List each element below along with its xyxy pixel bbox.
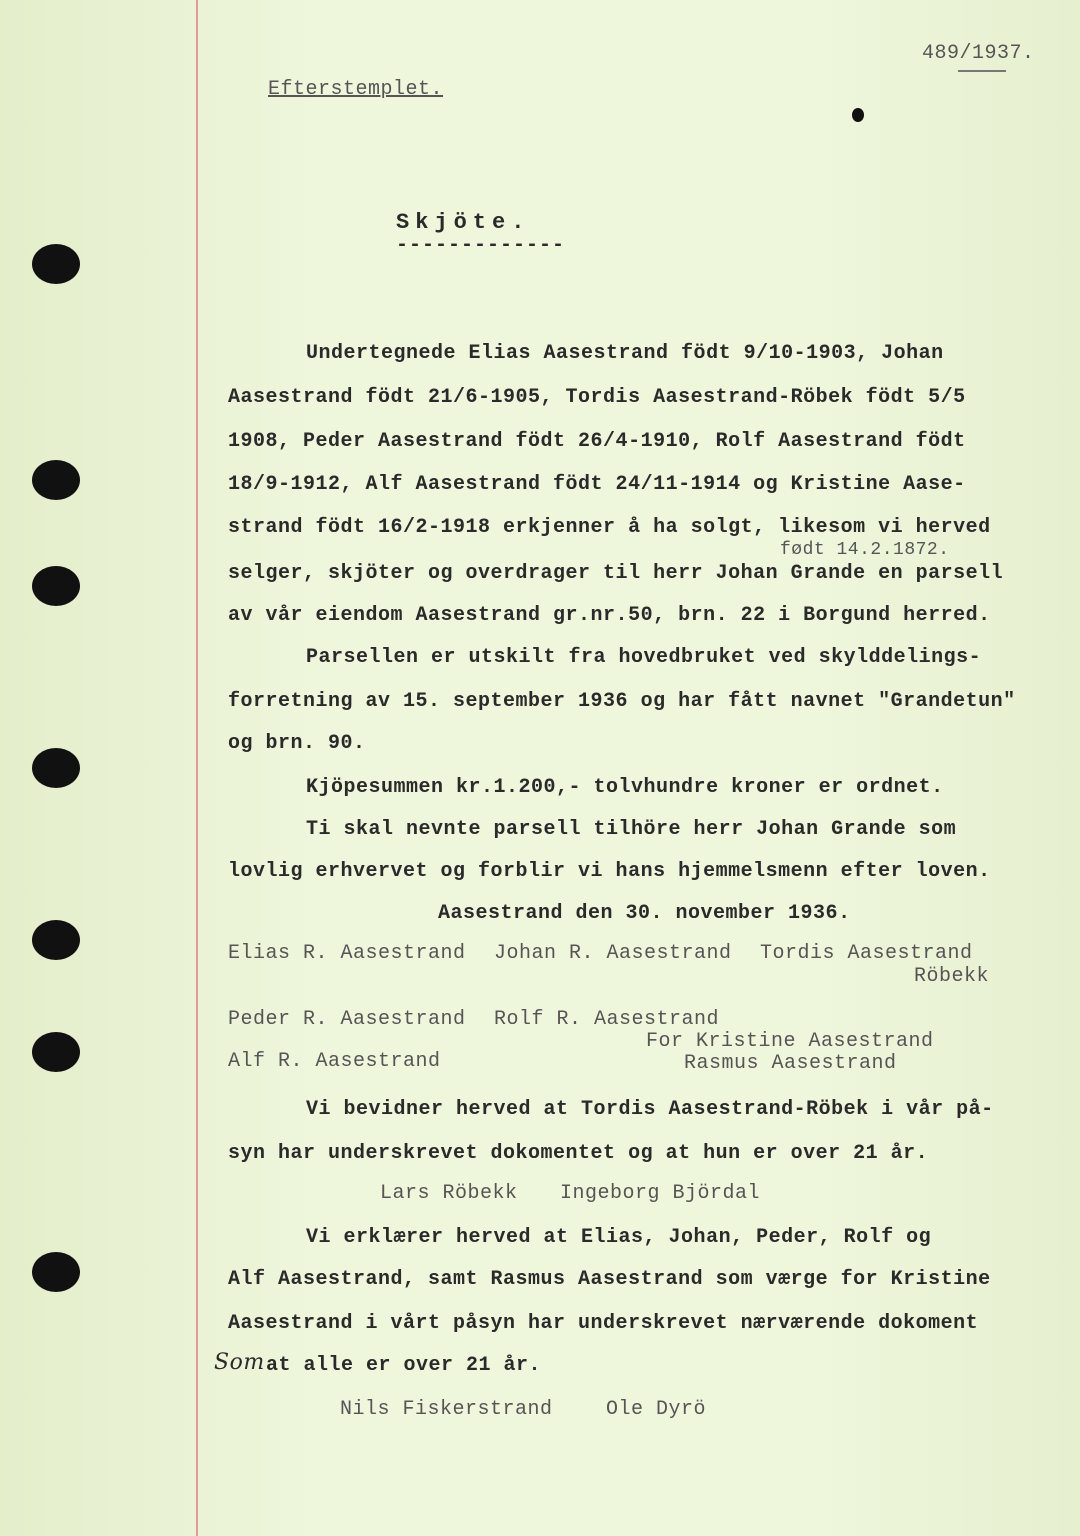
ink-dot bbox=[852, 108, 864, 122]
punch-hole bbox=[32, 566, 80, 606]
body-line: strand födt 16/2-1918 erkjenner å ha solgt, likesom vi herved bbox=[228, 516, 991, 539]
body-line: selger, skjöter og overdrager til herr Johan Grande en parsell bbox=[228, 562, 1004, 585]
margin-rule bbox=[196, 0, 198, 1536]
punch-hole bbox=[32, 748, 80, 788]
witness-line: Vi bevidner herved at Tordis Aasestrand-Röbek i vår på- bbox=[306, 1098, 994, 1121]
witness-line: syn har underskrevet dokomentet og at hun er over 21 år. bbox=[228, 1142, 929, 1165]
signature-peder: Peder R. Aasestrand bbox=[228, 1008, 466, 1031]
witness-line: at alle er over 21 år. bbox=[266, 1354, 542, 1377]
body-line: og brn. 90. bbox=[228, 732, 366, 755]
signature-tordis: Tordis Aasestrand bbox=[760, 942, 973, 965]
signature-tordis-surname: Röbekk bbox=[914, 965, 990, 988]
punch-hole bbox=[32, 1252, 80, 1292]
signature-elias: Elias R. Aasestrand bbox=[228, 942, 466, 965]
handwritten-insert: Som bbox=[214, 1350, 265, 1375]
document-number-underline bbox=[958, 70, 1006, 72]
punch-hole bbox=[32, 460, 80, 500]
body-line: forretning av 15. september 1936 og har fått navnet "Grandetun" bbox=[228, 690, 1016, 713]
signature-rasmus: Rasmus Aasestrand bbox=[684, 1052, 897, 1075]
signature-alf: Alf R. Aasestrand bbox=[228, 1050, 441, 1073]
witness-name: Ingeborg Björdal bbox=[560, 1182, 761, 1205]
witness-line: Alf Aasestrand, samt Rasmus Aasestrand som værge for Kristine bbox=[228, 1268, 991, 1291]
witness-line: Aasestrand i vårt påsyn har underskrevet nærværende dokoment bbox=[228, 1312, 979, 1335]
witness-name: Nils Fiskerstrand bbox=[340, 1398, 553, 1421]
signature-kristine-for: For Kristine Aasestrand bbox=[646, 1030, 934, 1053]
body-line: Undertegnede Elias Aasestrand födt 9/10-1903, Johan bbox=[306, 342, 944, 365]
witness-name: Ole Dyrö bbox=[606, 1398, 707, 1421]
body-line: Aasestrand födt 21/6-1905, Tordis Aasestrand-Röbek födt 5/5 bbox=[228, 386, 966, 409]
punch-hole bbox=[32, 244, 80, 284]
body-line: av vår eiendom Aasestrand gr.nr.50, brn. 22 i Borgund herred. bbox=[228, 604, 991, 627]
document-number: 489/1937. bbox=[922, 42, 1035, 65]
title-underline: ------------- bbox=[396, 234, 566, 257]
signature-johan: Johan R. Aasestrand bbox=[494, 942, 732, 965]
body-line: 18/9-1912, Alf Aasestrand födt 24/11-1914 og Kristine Aase- bbox=[228, 473, 966, 496]
header-note: Efterstemplet. bbox=[268, 78, 444, 101]
witness-line: Vi erklærer herved at Elias, Johan, Peder, Rolf og bbox=[306, 1226, 932, 1249]
signature-rolf: Rolf R. Aasestrand bbox=[494, 1008, 720, 1031]
date-line: Aasestrand den 30. november 1936. bbox=[438, 902, 851, 925]
witness-name: Lars Röbekk bbox=[380, 1182, 518, 1205]
body-line: Kjöpesummen kr.1.200,- tolvhundre kroner er ordnet. bbox=[306, 776, 944, 799]
body-line: 1908, Peder Aasestrand födt 26/4-1910, Rolf Aasestrand födt bbox=[228, 430, 966, 453]
punch-hole bbox=[32, 920, 80, 960]
body-line: Parsellen er utskilt fra hovedbruket ved skylddelings- bbox=[306, 646, 982, 669]
body-line: lovlig erhvervet og forblir vi hans hjemmelsmenn efter loven. bbox=[228, 860, 991, 883]
birth-date-insert: født 14.2.1872. bbox=[780, 540, 950, 560]
punch-hole bbox=[32, 1032, 80, 1072]
document-title: Skjöte. bbox=[396, 210, 531, 235]
body-line: Ti skal nevnte parsell tilhöre herr Johan Grande som bbox=[306, 818, 957, 841]
